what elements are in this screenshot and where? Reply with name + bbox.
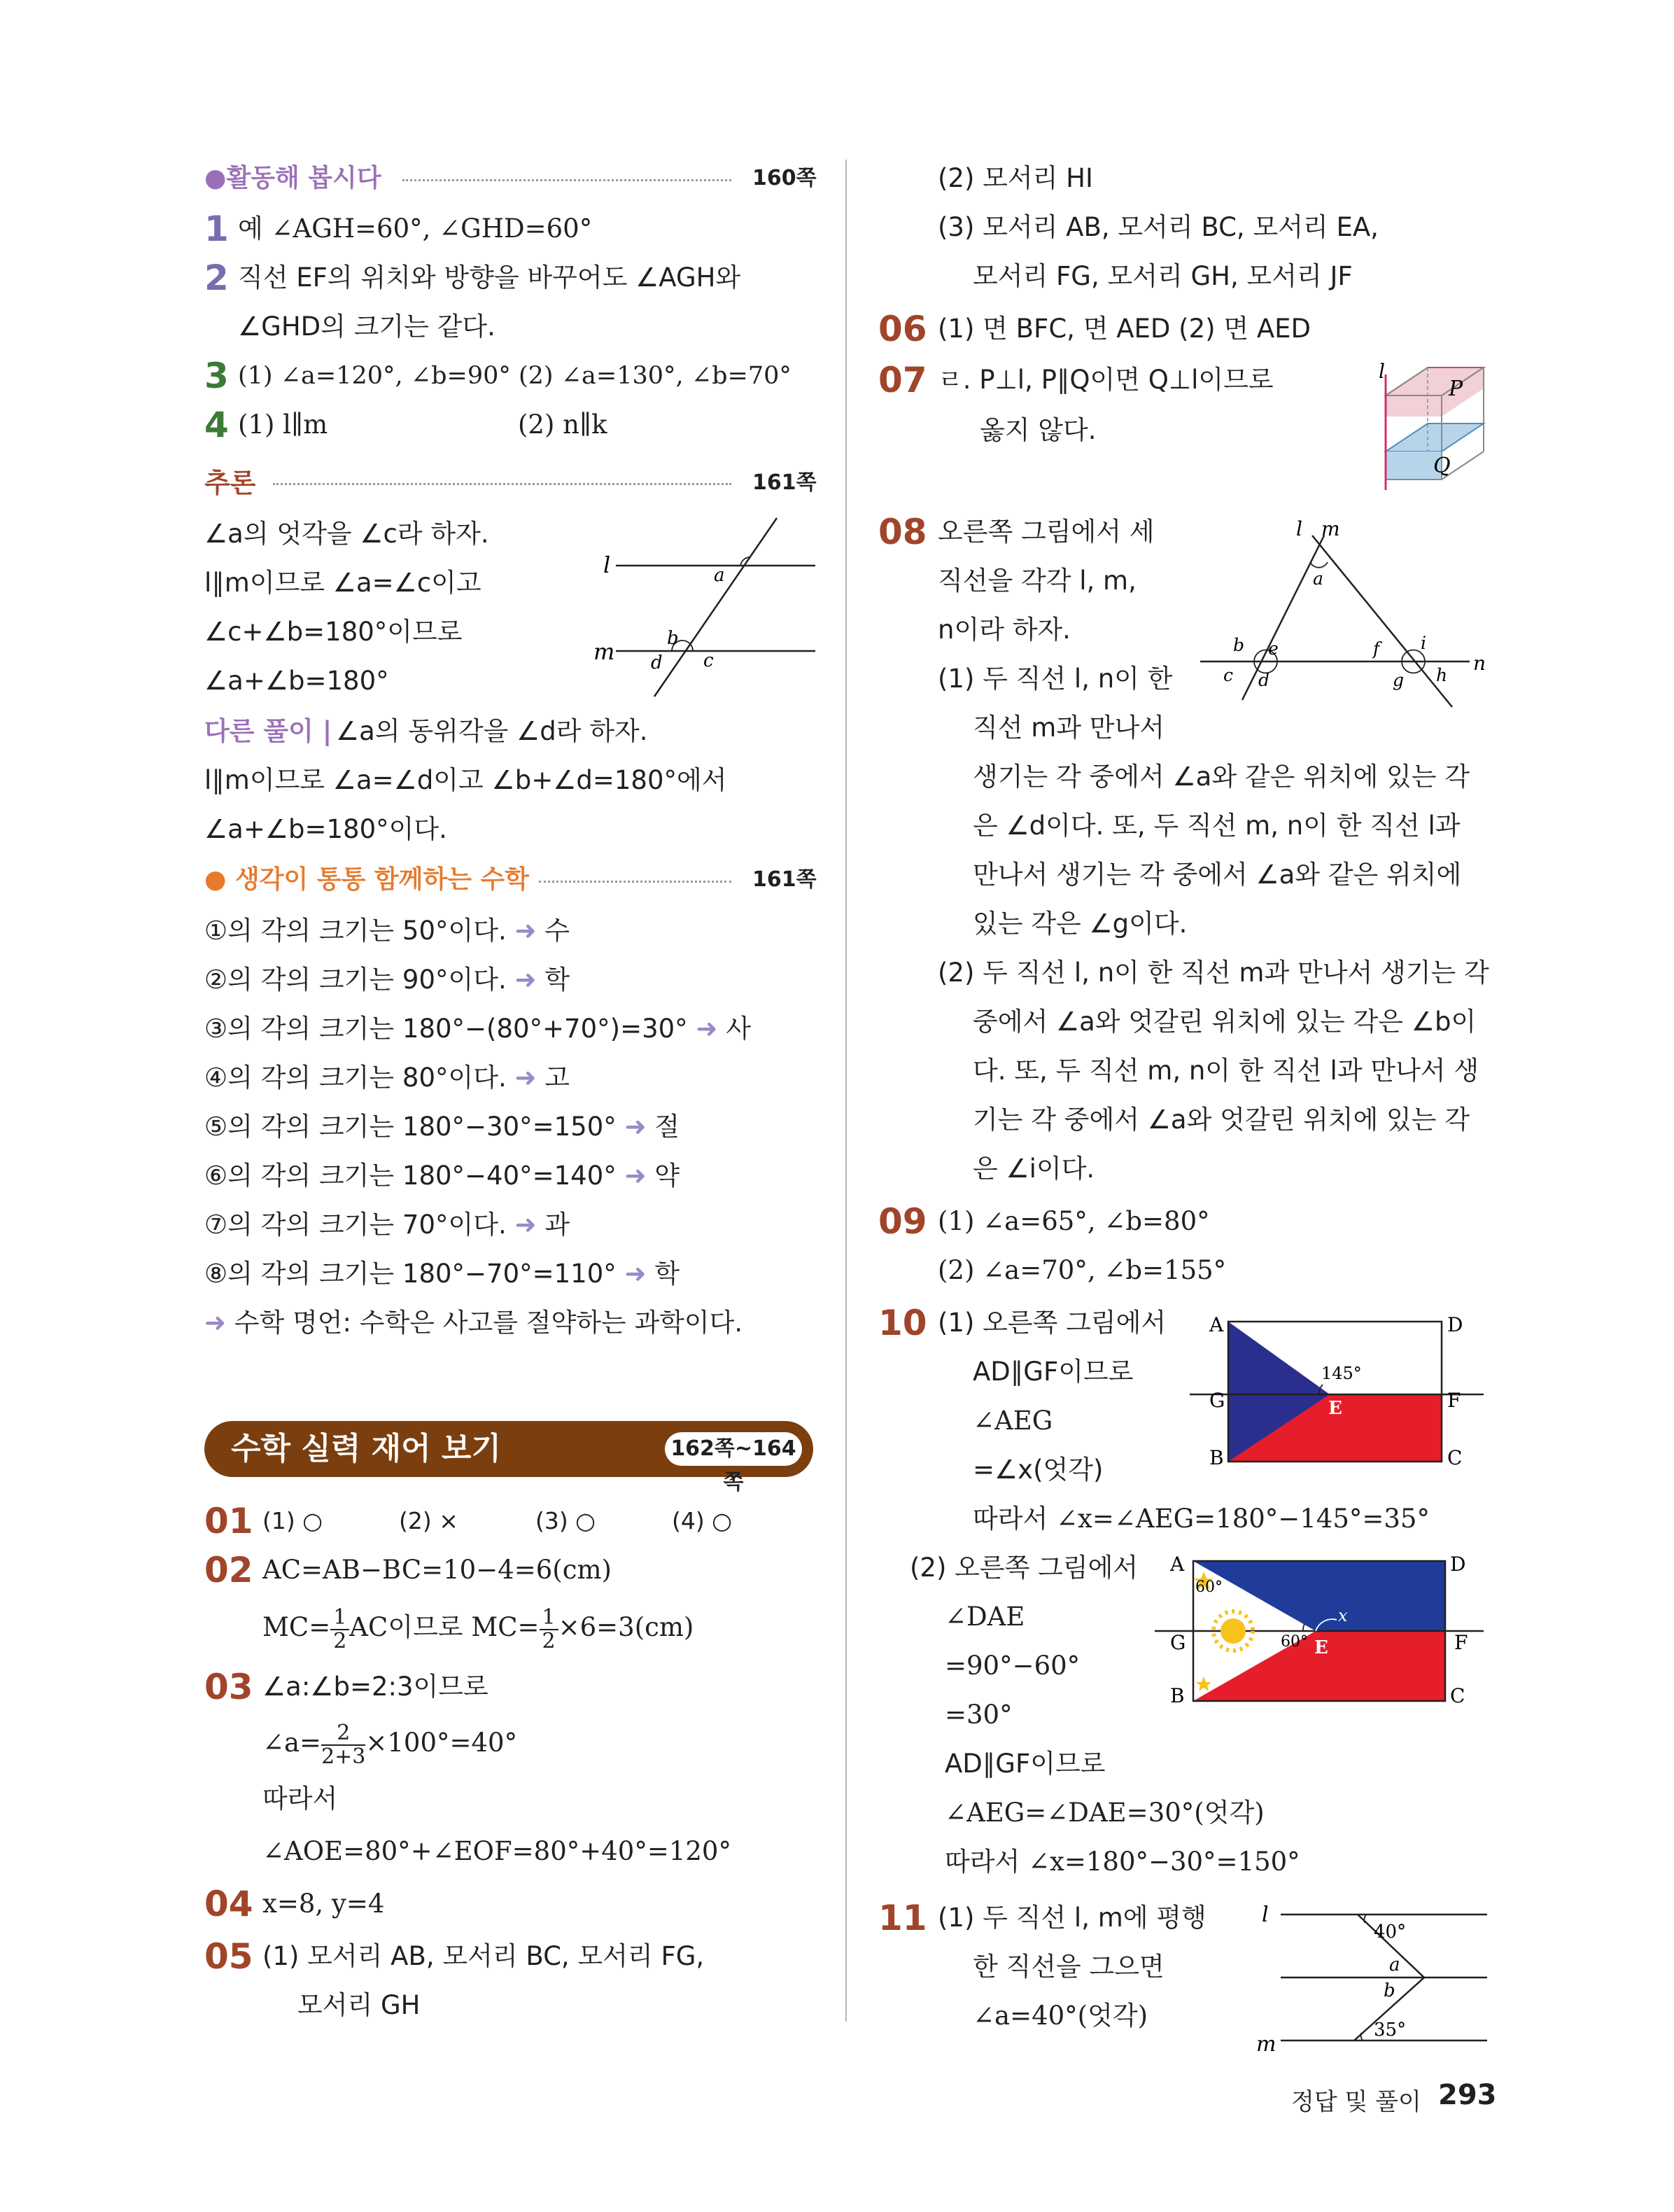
label-E: E	[1328, 1398, 1342, 1419]
q11-line-1: (1) 두 직선 l, m에 평행	[938, 1903, 1207, 1933]
q08-line-14: 은 ∠i이다.	[973, 1154, 1095, 1184]
q10-line-8: =90°−60°	[945, 1651, 1081, 1681]
label-a: a	[1313, 568, 1323, 589]
question-number-08: 08	[878, 512, 927, 552]
q10-line-6: (2) 오른쪽 그림에서	[910, 1553, 1139, 1583]
q05-line-3: (2) 모서리 HI	[938, 163, 1093, 193]
think-line-2	[204, 962, 570, 997]
label-l: l	[1262, 1903, 1269, 1927]
label-c: c	[1223, 665, 1234, 685]
think-line-4	[204, 1060, 570, 1096]
thinking-page: 161쪽	[752, 867, 817, 892]
q03-line-1: ∠a:∠b=2:3이므로	[262, 1672, 488, 1702]
reasoning-line-1: ∠a의 엇각을 ∠c라 하자.	[204, 519, 489, 549]
three-lines-figure	[1190, 514, 1491, 718]
label-C: C	[1450, 1684, 1465, 1707]
dotted-leader	[273, 483, 731, 485]
label-f: f	[1373, 638, 1380, 659]
activity-page: 160쪽	[752, 166, 817, 190]
question-number-11: 11	[878, 1898, 927, 1938]
label-40: 40°	[1374, 1921, 1407, 1942]
label-G: G	[1170, 1631, 1186, 1654]
label-a: a	[1389, 1954, 1400, 1975]
label-B: B	[1209, 1446, 1224, 1469]
q10-line-3: ∠AEG	[973, 1406, 1053, 1436]
flag-figure-1	[1190, 1309, 1491, 1470]
fraction-one-half	[540, 1606, 558, 1653]
label-E: E	[1314, 1637, 1328, 1658]
plane-q	[1386, 424, 1484, 451]
thinking-heading: ● 생각이 통통 함께하는 수학	[204, 865, 530, 894]
think-line-1	[204, 913, 570, 948]
question-number-06: 06	[878, 309, 927, 349]
q02-mid: AC이므로 MC=	[349, 1612, 540, 1642]
transversal	[654, 518, 777, 696]
question-number-10: 10	[878, 1303, 927, 1343]
q03-b: ×100°=40°	[365, 1728, 518, 1758]
think-text-4: ④의 각의 크기는 80°이다.	[204, 1063, 507, 1093]
footer-label: 정답 및 풀이	[1291, 2088, 1421, 2116]
think-char-8: 학	[654, 1259, 680, 1289]
q10-line-7: ∠DAE	[945, 1602, 1025, 1632]
label-i: i	[1421, 633, 1426, 653]
think-quote: 수학 명언: 수학은 사고를 절약하는 과학이다.	[234, 1308, 743, 1338]
reasoning-line-3: ∠c+∠b=180°이므로	[204, 617, 463, 647]
answer-1-text: 예 ∠AGH=60°, ∠GHD=60°	[238, 214, 593, 244]
label-b: b	[1233, 635, 1245, 655]
question-number-02: 02	[204, 1550, 253, 1590]
alt-line-3: ∠a+∠b=180°이다.	[204, 814, 447, 844]
q02-mc: MC=	[262, 1612, 331, 1642]
think-char-1: 수	[544, 916, 570, 946]
label-b: b	[1384, 1980, 1395, 2001]
label-n: n	[1473, 652, 1486, 675]
label-F: F	[1454, 1631, 1468, 1654]
answer-2-line-2: ∠GHD의 크기는 같다.	[238, 312, 495, 342]
zigzag-figure	[1249, 1890, 1491, 2051]
q08-line-3: n이라 하자.	[938, 615, 1071, 645]
label-m: m	[1321, 517, 1340, 540]
parallel-lines-figure	[581, 511, 819, 707]
arrow-right-icon: ➜	[204, 1308, 227, 1338]
label-B: B	[1170, 1684, 1185, 1707]
q08-line-6: 생기는 각 중에서 ∠a와 같은 위치에 있는 각	[973, 762, 1470, 792]
label-C: C	[1447, 1446, 1463, 1469]
label-p: P	[1449, 377, 1463, 401]
think-line-6	[204, 1158, 680, 1194]
label-g: g	[1393, 670, 1405, 690]
arrow-right-icon: ➜	[624, 1259, 647, 1289]
label-145: 145°	[1321, 1364, 1362, 1383]
arrow-right-icon: ➜	[624, 1161, 647, 1191]
label-b: b	[667, 628, 679, 649]
label-q: Q	[1433, 454, 1451, 478]
arrow-right-icon: ➜	[624, 1112, 647, 1142]
label-d: d	[651, 652, 663, 673]
q08-line-10: (2) 두 직선 l, n이 한 직선 m과 만나서 생기는 각	[938, 958, 1489, 988]
answer-number-3: 3	[204, 356, 229, 396]
label-D: D	[1450, 1553, 1466, 1576]
q10-line-12: 따라서 ∠x=180°−30°=150°	[945, 1847, 1300, 1877]
angle-arc	[1402, 662, 1425, 673]
arrow-right-icon: ➜	[514, 916, 537, 946]
line-m	[1312, 536, 1452, 707]
q02-line-2	[262, 1603, 694, 1653]
alt-line-1: ∠a의 동위각을 ∠d라 하자.	[336, 716, 648, 746]
q10-line-11: ∠AEG=∠DAE=30°(엇각)	[945, 1798, 1265, 1828]
think-line-9	[204, 1306, 743, 1340]
think-char-7: 과	[544, 1210, 570, 1240]
q02-line-1: AC=AB−BC=10−4=6(cm)	[262, 1555, 612, 1585]
q10-line-4: =∠x(엇각)	[973, 1455, 1104, 1485]
q05-line-1: (1) 모서리 AB, 모서리 BC, 모서리 FG,	[262, 1941, 705, 1971]
label-A: A	[1209, 1313, 1224, 1336]
q08-line-8: 만나서 생기는 각 중에서 ∠a와 같은 위치에	[973, 860, 1462, 890]
q08-line-2: 직선을 각각 l, m,	[938, 566, 1137, 596]
arrow-right-icon: ➜	[514, 1210, 537, 1240]
label-60-mid: 60°	[1281, 1633, 1308, 1651]
question-number-09: 09	[878, 1201, 927, 1242]
q02-end: ×6=3(cm)	[558, 1612, 694, 1642]
reasoning-heading: 추론	[204, 468, 256, 498]
q10-line-5: 따라서 ∠x=∠AEG=180°−145°=35°	[973, 1504, 1430, 1534]
q09-line-1: (1) ∠a=65°, ∠b=80°	[938, 1206, 1210, 1236]
alt-solution-heading: 다른 풀이 |	[204, 716, 332, 746]
dotted-leader	[539, 881, 731, 883]
answer-3-text: (1) ∠a=120°, ∠b=90° (2) ∠a=130°, ∠b=70°	[238, 362, 792, 390]
q01-answer-1: (1) ○	[262, 1507, 323, 1534]
banner-page-range: 162쪽~164쪽	[665, 1432, 802, 1466]
q11-line-2: 한 직선을 그으면	[973, 1952, 1165, 1982]
think-text-2: ②의 각의 크기는 90°이다.	[204, 965, 507, 995]
cube-figure	[1372, 360, 1498, 493]
think-text-5: ⑤의 각의 크기는 180°−30°=150°	[204, 1112, 617, 1142]
label-l: l	[603, 552, 611, 578]
q10-line-2: AD∥GF이므로	[973, 1357, 1134, 1387]
q05-line-5: 모서리 FG, 모서리 GH, 모서리 JF	[973, 261, 1353, 291]
reasoning-page: 161쪽	[752, 470, 817, 495]
q05-line-4: (3) 모서리 AB, 모서리 BC, 모서리 EA,	[938, 212, 1379, 242]
label-a: a	[714, 565, 725, 586]
label-x: x	[1251, 1323, 1261, 1343]
think-char-5: 절	[654, 1112, 680, 1142]
question-number-04: 04	[204, 1884, 253, 1924]
fraction-denominator: 2	[333, 1628, 347, 1653]
think-char-4: 고	[544, 1063, 570, 1093]
q08-line-11: 중에서 ∠a와 엇갈린 위치에 있는 각은 ∠b이	[973, 1007, 1477, 1037]
think-text-7: ⑦의 각의 크기는 70°이다.	[204, 1210, 507, 1240]
fraction-denominator: 2	[542, 1628, 556, 1653]
activity-heading: ●활동해 봅시다	[204, 164, 381, 192]
question-number-03: 03	[204, 1667, 253, 1707]
label-D: D	[1447, 1313, 1463, 1336]
reasoning-line-4: ∠a+∠b=180°	[204, 666, 389, 696]
label-m: m	[1256, 2032, 1276, 2051]
q09-line-2: (2) ∠a=70°, ∠b=155°	[938, 1255, 1227, 1285]
q08-line-5: 직선 m과 만나서	[973, 713, 1165, 743]
label-e: e	[1268, 638, 1279, 659]
q11-line-3: ∠a=40°(엇각)	[973, 2001, 1148, 2031]
q07-line-1: ㄹ. P⊥l, P∥Q이면 Q⊥l이므로	[938, 365, 1274, 395]
q08-line-4: (1) 두 직선 l, n이 한	[938, 664, 1173, 694]
angle-a-arc	[1310, 562, 1328, 568]
think-char-6: 약	[654, 1161, 680, 1191]
dotted-leader	[402, 179, 731, 181]
page-number: 293	[1438, 2079, 1497, 2111]
label-m: m	[593, 638, 615, 665]
column-divider	[845, 160, 847, 2022]
answer-number-1: 1	[204, 209, 229, 249]
reasoning-line-2: l∥m이므로 ∠a=∠c이고	[204, 568, 481, 598]
question-number-01: 01	[204, 1501, 253, 1541]
q01-answer-4: (4) ○	[672, 1507, 733, 1534]
label-h: h	[1436, 665, 1448, 685]
think-line-8	[204, 1256, 680, 1292]
think-line-7	[204, 1208, 570, 1242]
label-x: x	[1338, 1606, 1348, 1625]
sun-icon	[1221, 1618, 1246, 1644]
q08-line-12: 다. 또, 두 직선 m, n이 한 직선 l과 만나서 생	[973, 1056, 1479, 1086]
q01-answer-3: (3) ○	[535, 1507, 596, 1534]
think-line-5	[204, 1110, 680, 1144]
banner-title: 수학 실력 재어 보기	[231, 1431, 501, 1466]
question-number-05: 05	[204, 1936, 253, 1977]
fraction-ratio	[321, 1722, 365, 1768]
q08-line-9: 있는 각은 ∠g이다.	[973, 909, 1188, 939]
answer-number-2: 2	[204, 258, 229, 298]
think-text-3: ③의 각의 크기는 180°−(80°+70°)=30°	[204, 1014, 688, 1044]
q03-line-3: 따라서	[262, 1784, 338, 1814]
think-text-6: ⑥의 각의 크기는 180°−40°=140°	[204, 1161, 617, 1191]
think-line-3	[204, 1011, 751, 1046]
q08-line-1: 오른쪽 그림에서 세	[938, 517, 1155, 547]
label-l: l	[1296, 517, 1302, 540]
q03-a: ∠a=	[262, 1728, 322, 1758]
fraction-numerator: 1	[330, 1606, 349, 1630]
q10-line-1: (1) 오른쪽 그림에서	[938, 1308, 1167, 1338]
think-text-1: ①의 각의 크기는 50°이다.	[204, 916, 507, 946]
question-number-07: 07	[878, 360, 927, 400]
alt-line-2: l∥m이므로 ∠a=∠d이고 ∠b+∠d=180°에서	[204, 765, 727, 795]
q01-answer-2: (2) ×	[399, 1507, 458, 1534]
fraction-numerator: 1	[540, 1606, 558, 1630]
answer-4-part-1: (1) l∥m	[238, 410, 328, 440]
answer-4-part-2: (2) n∥k	[518, 410, 607, 440]
label-l: l	[1379, 360, 1385, 383]
line-l	[1242, 536, 1324, 700]
label-d: d	[1258, 670, 1270, 690]
arrow-right-icon: ➜	[514, 1063, 537, 1093]
q06-answer: (1) 면 BFC, 면 AED (2) 면 AED	[938, 314, 1311, 344]
q10-line-10: AD∥GF이므로	[945, 1749, 1106, 1779]
fraction-one-half	[330, 1606, 349, 1653]
q05-line-2: 모서리 GH	[297, 1990, 421, 2020]
arrow-right-icon: ➜	[696, 1014, 718, 1044]
arrow-right-icon: ➜	[514, 965, 537, 995]
label-35: 35°	[1374, 2019, 1407, 2040]
label-60-top: 60°	[1195, 1578, 1223, 1596]
flag-figure-2	[1155, 1547, 1491, 1715]
fraction-numerator: 2	[321, 1722, 365, 1746]
q08-line-7: 은 ∠d이다. 또, 두 직선 m, n이 한 직선 l과	[973, 811, 1461, 841]
q03-line-4: ∠AOE=80°+∠EOF=80°+40°=120°	[262, 1836, 731, 1866]
q04-answer: x=8, y=4	[262, 1889, 385, 1919]
label-G: G	[1209, 1389, 1225, 1412]
label-A: A	[1170, 1553, 1185, 1576]
fraction-denominator: 2+3	[321, 1744, 366, 1769]
think-char-2: 학	[544, 965, 570, 995]
answer-2-line-1: 직선 EF의 위치와 방향을 바꾸어도 ∠AGH와	[238, 262, 741, 293]
q03-line-2	[262, 1718, 517, 1768]
q08-line-13: 기는 각 중에서 ∠a와 엇갈린 위치에 있는 각	[973, 1105, 1470, 1135]
label-c: c	[703, 650, 714, 671]
think-char-3: 사	[726, 1014, 751, 1044]
q07-line-2: 옳지 않다.	[980, 415, 1097, 445]
q10-line-9: =30°	[945, 1700, 1013, 1730]
answer-number-4: 4	[204, 405, 229, 445]
think-text-8: ⑧의 각의 크기는 180°−70°=110°	[204, 1259, 617, 1289]
label-F: F	[1447, 1389, 1461, 1412]
